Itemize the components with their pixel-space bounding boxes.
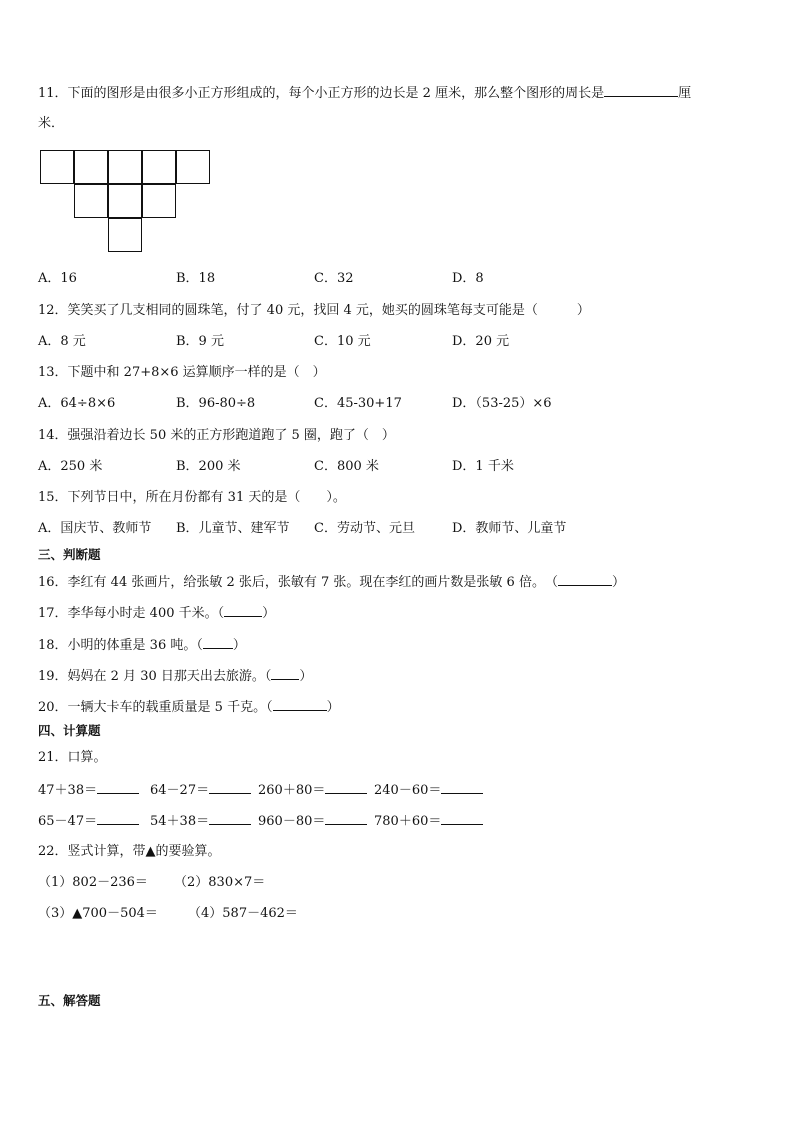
q14-option-a[interactable]: A．250 米 xyxy=(38,459,103,474)
q18-close-paren: ） xyxy=(232,638,246,653)
vertical-calc-item: （2）830×7＝ xyxy=(174,875,266,890)
q11-stem: 11．下面的图形是由很多小正方形组成的，每个小正方形的边长是 2 厘米，那么整个图形的周长是 xyxy=(38,86,605,101)
mental-math-blank[interactable] xyxy=(325,780,367,794)
mental-math-item xyxy=(374,780,483,800)
grid-square xyxy=(108,150,142,184)
q14-option-c[interactable]: C．800 米 xyxy=(314,459,379,474)
q11-unit: 厘 xyxy=(678,86,692,101)
section-3-heading: 三、判断题 xyxy=(38,547,101,562)
q20-stem: 20．一辆大卡车的载重质量是 5 千克。（ xyxy=(38,700,273,715)
q15-option-d[interactable]: D．教师节、儿童节 xyxy=(452,521,567,536)
q17-text xyxy=(38,603,275,623)
mental-math-blank[interactable] xyxy=(325,811,367,825)
q18-text xyxy=(38,635,246,655)
q13-option-d[interactable]: D．（53-25）×6 xyxy=(452,396,552,411)
mental-math-blank[interactable] xyxy=(441,780,483,794)
q11-answer-blank[interactable] xyxy=(604,83,678,97)
q13-text: 13．下题中和 27+8×6 运算顺序一样的是（ ） xyxy=(38,365,326,380)
q16-answer-blank[interactable] xyxy=(558,572,612,586)
q14-option-b[interactable]: B．200 米 xyxy=(176,459,241,474)
mental-math-expression: 54＋38＝ xyxy=(150,814,210,829)
q13-option-a[interactable]: A．64÷8×6 xyxy=(38,396,116,411)
mental-math-expression: 780＋60＝ xyxy=(374,814,442,829)
q17-close-paren: ） xyxy=(262,606,276,621)
mental-math-blank[interactable] xyxy=(209,780,251,794)
q21-text: 21．口算。 xyxy=(38,750,107,765)
mental-math-item xyxy=(38,780,139,800)
q15-option-a[interactable]: A．国庆节、教师节 xyxy=(38,521,152,536)
grid-square xyxy=(108,218,142,252)
mental-math-expression: 47＋38＝ xyxy=(38,783,98,798)
q15-option-c[interactable]: C．劳动节、元旦 xyxy=(314,521,415,536)
mental-math-expression: 240－60＝ xyxy=(374,783,442,798)
mental-math-item xyxy=(38,811,139,831)
mental-math-item xyxy=(150,811,251,831)
q20-text xyxy=(38,697,340,717)
q14-option-d[interactable]: D．1 千米 xyxy=(452,459,514,474)
grid-square xyxy=(74,150,108,184)
q18-stem: 18．小明的体重是 36 吨。（ xyxy=(38,638,203,653)
vertical-calc-item: （4）587－462＝ xyxy=(188,906,298,921)
mental-math-item xyxy=(150,780,251,800)
q13-option-c[interactable]: C．45-30+17 xyxy=(314,396,402,411)
q19-text xyxy=(38,666,312,686)
q16-text xyxy=(38,572,625,592)
q12-text: 12．笑笑买了几支相同的圆珠笔，付了 40 元，找回 4 元，她买的圆珠笔每支可能是（ ） xyxy=(38,303,590,318)
q11-option-d[interactable]: D．8 xyxy=(452,271,484,286)
mental-math-blank[interactable] xyxy=(97,811,139,825)
q17-stem: 17．李华每小时走 400 千米。（ xyxy=(38,606,225,621)
q13-option-b[interactable]: B．96-80÷8 xyxy=(176,396,256,411)
mental-math-expression: 960－80＝ xyxy=(258,814,326,829)
grid-square xyxy=(74,184,108,218)
grid-square xyxy=(142,150,176,184)
grid-square xyxy=(176,150,210,184)
mental-math-blank[interactable] xyxy=(441,811,483,825)
q20-answer-blank[interactable] xyxy=(273,697,327,711)
q16-close-paren: ） xyxy=(611,575,625,590)
q11-text xyxy=(38,83,691,103)
q11-option-a[interactable]: A．16 xyxy=(38,271,77,286)
q22-text: 22．竖式计算，带▲的要验算。 xyxy=(38,844,221,859)
q19-stem: 19．妈妈在 2 月 30 日那天出去旅游。（ xyxy=(38,669,272,684)
q11-figure xyxy=(40,150,216,256)
q11-option-b[interactable]: B．18 xyxy=(176,271,216,286)
section-4-heading: 四、计算题 xyxy=(38,723,101,738)
grid-square xyxy=(108,184,142,218)
mental-math-item xyxy=(258,811,367,831)
section-5-heading: 五、解答题 xyxy=(38,993,101,1008)
q16-stem: 16．李红有 44 张画片，给张敏 2 张后，张敏有 7 张。现在李红的画片数是张敏 6 倍。 （ xyxy=(38,575,558,590)
q11-option-c[interactable]: C．32 xyxy=(314,271,354,286)
mental-math-expression: 64－27＝ xyxy=(150,783,210,798)
q17-answer-blank[interactable] xyxy=(224,603,262,617)
q19-answer-blank[interactable] xyxy=(271,666,299,680)
q12-option-d[interactable]: D．20 元 xyxy=(452,334,510,349)
mental-math-blank[interactable] xyxy=(209,811,251,825)
mental-math-expression: 65－47＝ xyxy=(38,814,98,829)
q18-answer-blank[interactable] xyxy=(203,635,233,649)
mental-math-expression: 260＋80＝ xyxy=(258,783,326,798)
mental-math-item xyxy=(374,811,483,831)
q20-close-paren: ） xyxy=(326,700,340,715)
mental-math-blank[interactable] xyxy=(97,780,139,794)
q15-text: 15．下列节日中，所在月份都有 31 天的是（ ）。 xyxy=(38,490,346,505)
mental-math-item xyxy=(258,780,367,800)
grid-square xyxy=(40,150,74,184)
grid-square xyxy=(142,184,176,218)
q15-option-b[interactable]: B．儿童节、建军节 xyxy=(176,521,290,536)
q12-option-c[interactable]: C．10 元 xyxy=(314,334,371,349)
q11-continuation: 米． xyxy=(38,116,65,131)
q14-text: 14．强强沿着边长 50 米的正方形跑道跑了 5 圈，跑了（ ） xyxy=(38,428,395,443)
q19-close-paren: ） xyxy=(299,669,313,684)
q12-option-a[interactable]: A．8 元 xyxy=(38,334,86,349)
vertical-calc-item: （3）▲700－504＝ xyxy=(38,906,158,921)
vertical-calc-item: （1）802－236＝ xyxy=(38,875,148,890)
q12-option-b[interactable]: B．9 元 xyxy=(176,334,224,349)
